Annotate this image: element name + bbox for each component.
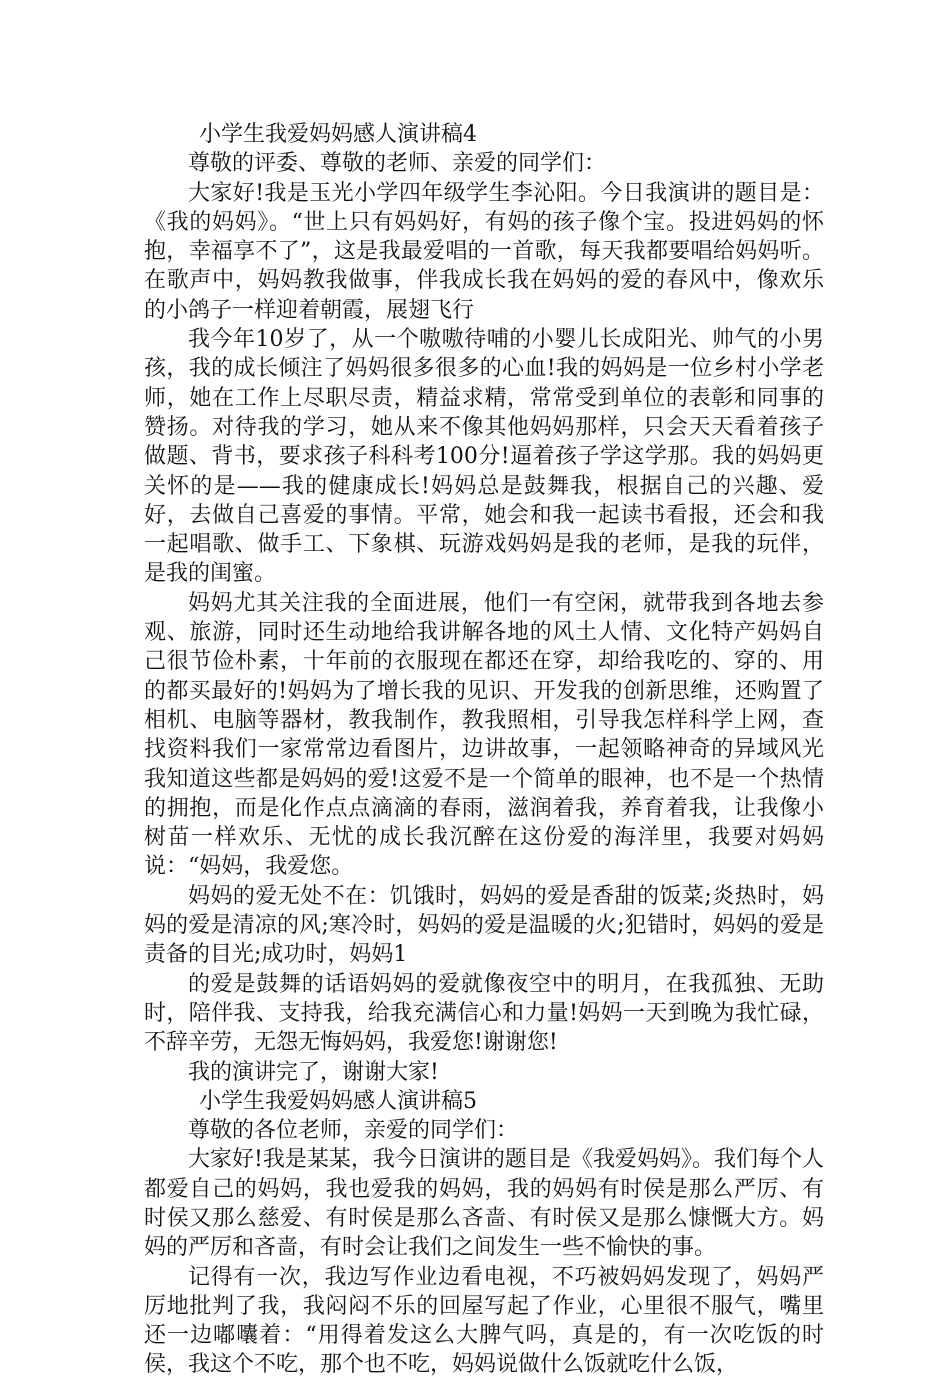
closing-line: 我的演讲完了，谢谢大家! <box>188 1059 439 1085</box>
document-body <box>144 120 824 1380</box>
speech-title: 小学生我爱妈妈感人演讲稿4 <box>199 122 477 147</box>
salutation: 尊敬的各位老师，亲爱的同学们： <box>188 1118 519 1144</box>
salutation: 尊敬的评委、尊敬的老师、亲爱的同学们： <box>188 151 607 177</box>
paragraph: 的爱是鼓舞的话语妈妈的爱就像夜空中的明月，在我孤独、无助时，陪伴我、支持我，给我充满信心和力量!妈妈一天到晚为我忙碌，不辞辛劳，无怨无悔妈妈，我爱您!谢谢您! <box>144 971 824 1056</box>
paragraph: 妈妈的爱无处不在：饥饿时，妈妈的爱是香甜的饭菜;炎热时，妈妈的爱是清凉的风;寒冷时，妈妈的爱是温暖的火;犯错时，妈妈的爱是责备的目光;成功时，妈妈1 <box>144 883 824 968</box>
paragraph: 妈妈尤其关注我的全面进展，他们一有空闲，就带我到各地去参观、旅游，同时还生动地给我讲解各地的风土人情、文化特产妈妈自己很节俭朴素，十年前的衣服现在都还在穿，却给我吃的、穿的、用的都买最好的!妈妈为了增长我的见识、开发我的创新思维，还购置了相机、电脑等器材，教我制作，教我照相，引导我怎样科学上网，查找资料我们一家常常边看图片，边讲故事，一起领略神奇的异域风光我知道这些都是妈妈的爱!这爱不是一个简单的眼神，也不是一个热情的拥抱，而是化作点点滴滴的春雨，滋润着我，养育着我，让我像小树苗一样欢乐、无忧的成长我沉醉在这份爱的海洋里，我要对妈妈说：“妈妈，我爱您。 <box>144 590 824 880</box>
paragraph: 大家好!我是某某，我今日演讲的题目是《我爱妈妈》。我们每个人都爱自己的妈妈，我也爱我的妈妈，我的妈妈有时侯是那么严厉、有时侯又那么慈爱、有时侯是那么吝啬、有时侯又是那么慷慨大方。妈妈的严厉和吝啬，有时会让我们之间发生一些不愉快的事。 <box>144 1147 824 1261</box>
paragraph: 记得有一次，我边写作业边看电视，不巧被妈妈发现了，妈妈严厉地批判了我，我闷闷不乐的回屋写起了作业，心里很不服气，嘴里还一边嘟囔着：“用得着发这么大脾气吗，真是的，有一次吃饭的时侯，我这个不吃，那个也不吃，妈妈说做什么饭就吃什么饭， <box>144 1264 824 1378</box>
paragraph: 大家好!我是玉光小学四年级学生李沁阳。今日我演讲的题目是：《我的妈妈》。“世上只有妈妈好，有妈的孩子像个宝。投进妈妈的怀抱，幸福享不了”，这是我最爱唱的一首歌，每天我都要唱给妈妈听。在歌声中，妈妈教我做事，伴我成长我在妈妈的爱的春风中，像欢乐的小鸽子一样迎着朝霞，展翅飞行 <box>144 180 824 323</box>
paragraph: 我今年10岁了，从一个嗷嗷待哺的小婴儿长成阳光、帅气的小男孩，我的成长倾注了妈妈很多很多的心血!我的妈妈是一位乡村小学老师，她在工作上尽职尽责，精益求精，常常受到单位的表彰和同事的赞扬。对待我的学习，她从来不像其他妈妈那样，只会天天看着孩子做题、背书，要求孩子科科考100分!逼着孩子学这学那。我的妈妈更关怀的是——我的健康成长!妈妈总是鼓舞我，根据自己的兴趣、爱好，去做自己喜爱的事情。平常，她会和我一起读书看报，还会和我一起唱歌、做手工、下象棋、玩游戏妈妈是我的老师，是我的玩伴，是我的闺蜜。 <box>144 327 824 587</box>
speech-title: 小学生我爱妈妈感人演讲稿5 <box>199 1088 477 1114</box>
